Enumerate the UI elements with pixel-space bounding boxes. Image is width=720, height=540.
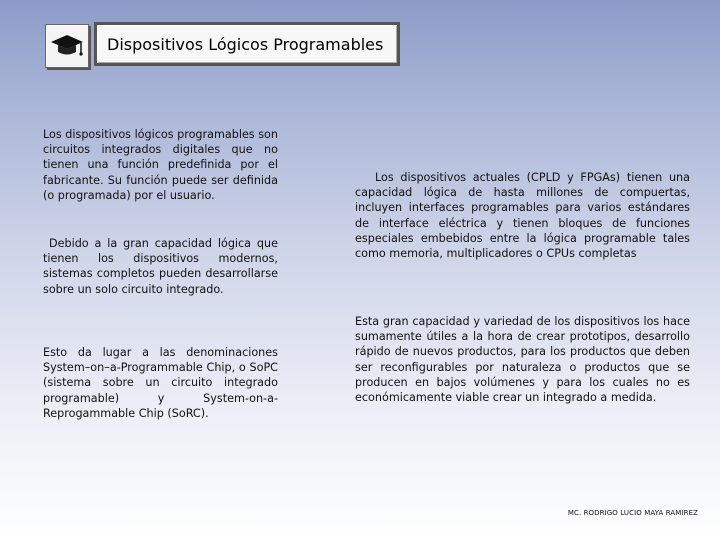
graduation-cap-icon bbox=[50, 33, 84, 59]
paragraph-usefulness: Esta gran capacidad y variedad de los dispositivos los hace sumamente útiles a la hora de crear prototipos, desarrollo rápido de nuevos productos, para los productos que deben ser reconfigurables por naturaleza o productos que se producen en bajos volúmenes y para los cuales no es económicamente viable crear un integrado a medida. bbox=[355, 315, 690, 405]
paragraph-current-devices: Los dispositivos actuales (CPLD y FPGAs) tienen una capacidad lógica de hasta millones de compuertas, incluyen interfaces programables para varios estándares de interface eléctrica y tienen bloques de funciones especiales embebidos entre la lógica programable tales como memoria, multiplicadores o CPUs completas bbox=[355, 171, 690, 261]
paragraph-denominations: Esto da lugar a las denominaciones System–on–a-Programmable Chip, o SoPC (sistema sobre un circuito integrado programable) y System-on-a-Reprogammable Chip (SoRC). bbox=[43, 346, 278, 420]
author-footer: MC. RODRIGO LUCIO MAYA RAMIREZ bbox=[567, 509, 698, 517]
logo bbox=[45, 24, 89, 68]
title-box bbox=[94, 22, 400, 66]
paragraph-capacity: Debido a la gran capacidad lógica que tienen los dispositivos modernos, sistemas completos pueden desarrollarse sobre un solo circuito integrado. bbox=[43, 237, 278, 296]
page-title: Dispositivos Lógicos Programables bbox=[107, 34, 384, 54]
paragraph-definition: Los dispositivos lógicos programables son circuitos integrados digitales que no tienen una función predefinida por el fabricante. Su función puede ser definida (o programada) por el usuario. bbox=[43, 128, 278, 202]
